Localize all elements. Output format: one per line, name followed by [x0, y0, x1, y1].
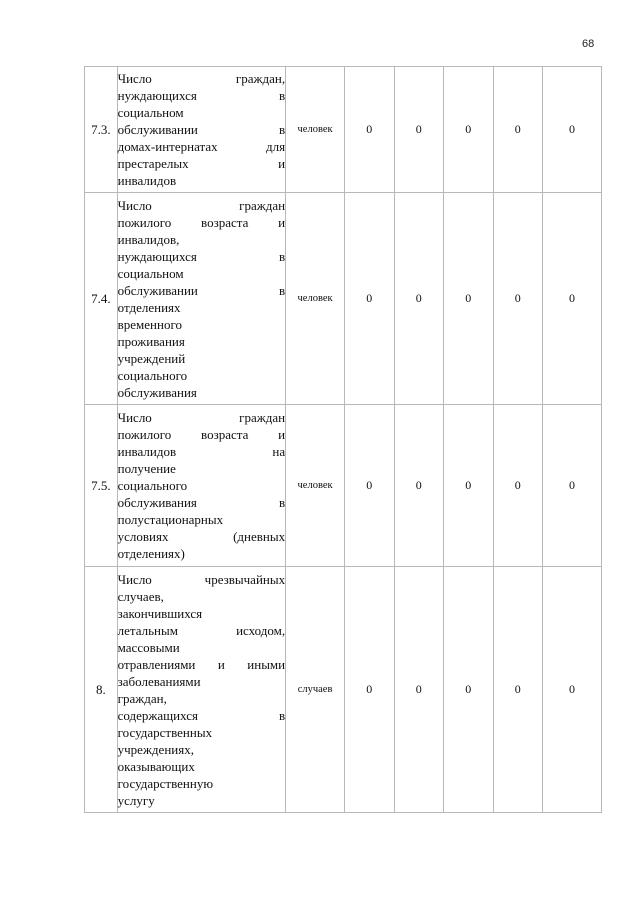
value-cell: 0	[444, 567, 493, 813]
description-line: нуждающихся в	[117, 248, 286, 264]
description-line: условиях (дневных	[117, 529, 286, 544]
indicator-description	[117, 193, 285, 405]
description-line: социальном	[117, 265, 184, 281]
row-number: 7.3.	[85, 67, 118, 193]
table-row	[85, 567, 602, 813]
description-line: социального	[117, 367, 188, 383]
description-line: заболеваниями	[117, 673, 201, 689]
unit-of-measure: случаев	[286, 567, 345, 813]
description-line: домах-интернатах для	[117, 139, 286, 154]
description-line: государственных	[117, 724, 213, 740]
description-line: отравлениями и иными	[117, 656, 286, 672]
description-line: получение	[117, 461, 176, 476]
indicator-description	[117, 67, 285, 193]
description-line: престарелых и	[117, 156, 286, 171]
value-cell: 0	[345, 405, 394, 567]
description-line: социального	[117, 478, 188, 493]
value-cell: 0	[543, 193, 602, 405]
description-line: случаев,	[117, 588, 164, 604]
description-line: пожилого возраста и	[117, 427, 286, 442]
value-cell: 0	[345, 67, 394, 193]
description-line: учреждений	[117, 350, 186, 366]
description-line: летальным исходом,	[117, 622, 286, 638]
description-line: пожилого возраста и	[117, 214, 286, 230]
value-cell: 0	[444, 405, 493, 567]
value-cell: 0	[543, 67, 602, 193]
indicators-table	[84, 66, 602, 813]
value-cell: 0	[493, 567, 542, 813]
description-line: государственную	[117, 775, 214, 791]
value-cell: 0	[394, 405, 443, 567]
row-number: 7.4.	[85, 193, 118, 405]
unit-of-measure: человек	[286, 67, 345, 193]
description-line: инвалидов,	[117, 231, 180, 247]
description-line: инвалидов на	[117, 444, 286, 459]
indicator-description	[117, 405, 285, 567]
row-number: 7.5.	[85, 405, 118, 567]
description-line: закончившихся	[117, 605, 203, 621]
table-row	[85, 405, 602, 567]
description-line: обслуживания	[117, 384, 197, 400]
description-line: Число граждан	[117, 197, 286, 213]
value-cell: 0	[394, 67, 443, 193]
description-line: граждан,	[117, 690, 167, 706]
description-line: услугу	[117, 792, 155, 808]
indicator-description	[117, 567, 285, 813]
row-number: 8.	[85, 567, 118, 813]
value-cell: 0	[543, 405, 602, 567]
page-number: 68	[582, 38, 595, 50]
description-line: Число чрезвычайных	[117, 571, 286, 587]
description-line: отделениях	[117, 299, 181, 315]
unit-of-measure: человек	[286, 193, 345, 405]
description-line: нуждающихся в	[117, 88, 286, 103]
value-cell: 0	[493, 405, 542, 567]
description-line: содержащихся в	[117, 707, 286, 723]
description-line: оказывающих	[117, 758, 195, 774]
description-line: обслуживании в	[117, 122, 286, 137]
description-line: Число граждан	[117, 410, 286, 425]
description-line: отделениях)	[117, 546, 185, 561]
value-cell: 0	[345, 193, 394, 405]
description-line: инвалидов	[117, 173, 177, 188]
description-line: обслуживания в	[117, 495, 286, 510]
value-cell: 0	[493, 67, 542, 193]
value-cell: 0	[493, 193, 542, 405]
value-cell: 0	[394, 567, 443, 813]
description-line: социальном	[117, 105, 184, 120]
value-cell: 0	[543, 567, 602, 813]
description-line: Число граждан,	[117, 71, 286, 86]
table-row	[85, 193, 602, 405]
value-cell: 0	[394, 193, 443, 405]
description-line: обслуживании в	[117, 282, 286, 298]
table-row	[85, 67, 602, 193]
description-line: учреждениях,	[117, 741, 194, 757]
value-cell: 0	[444, 193, 493, 405]
description-line: временного	[117, 316, 182, 332]
value-cell: 0	[345, 567, 394, 813]
description-line: проживания	[117, 333, 185, 349]
description-line: массовыми	[117, 639, 180, 655]
value-cell: 0	[444, 67, 493, 193]
description-line: полустационарных	[117, 512, 224, 527]
unit-of-measure: человек	[286, 405, 345, 567]
